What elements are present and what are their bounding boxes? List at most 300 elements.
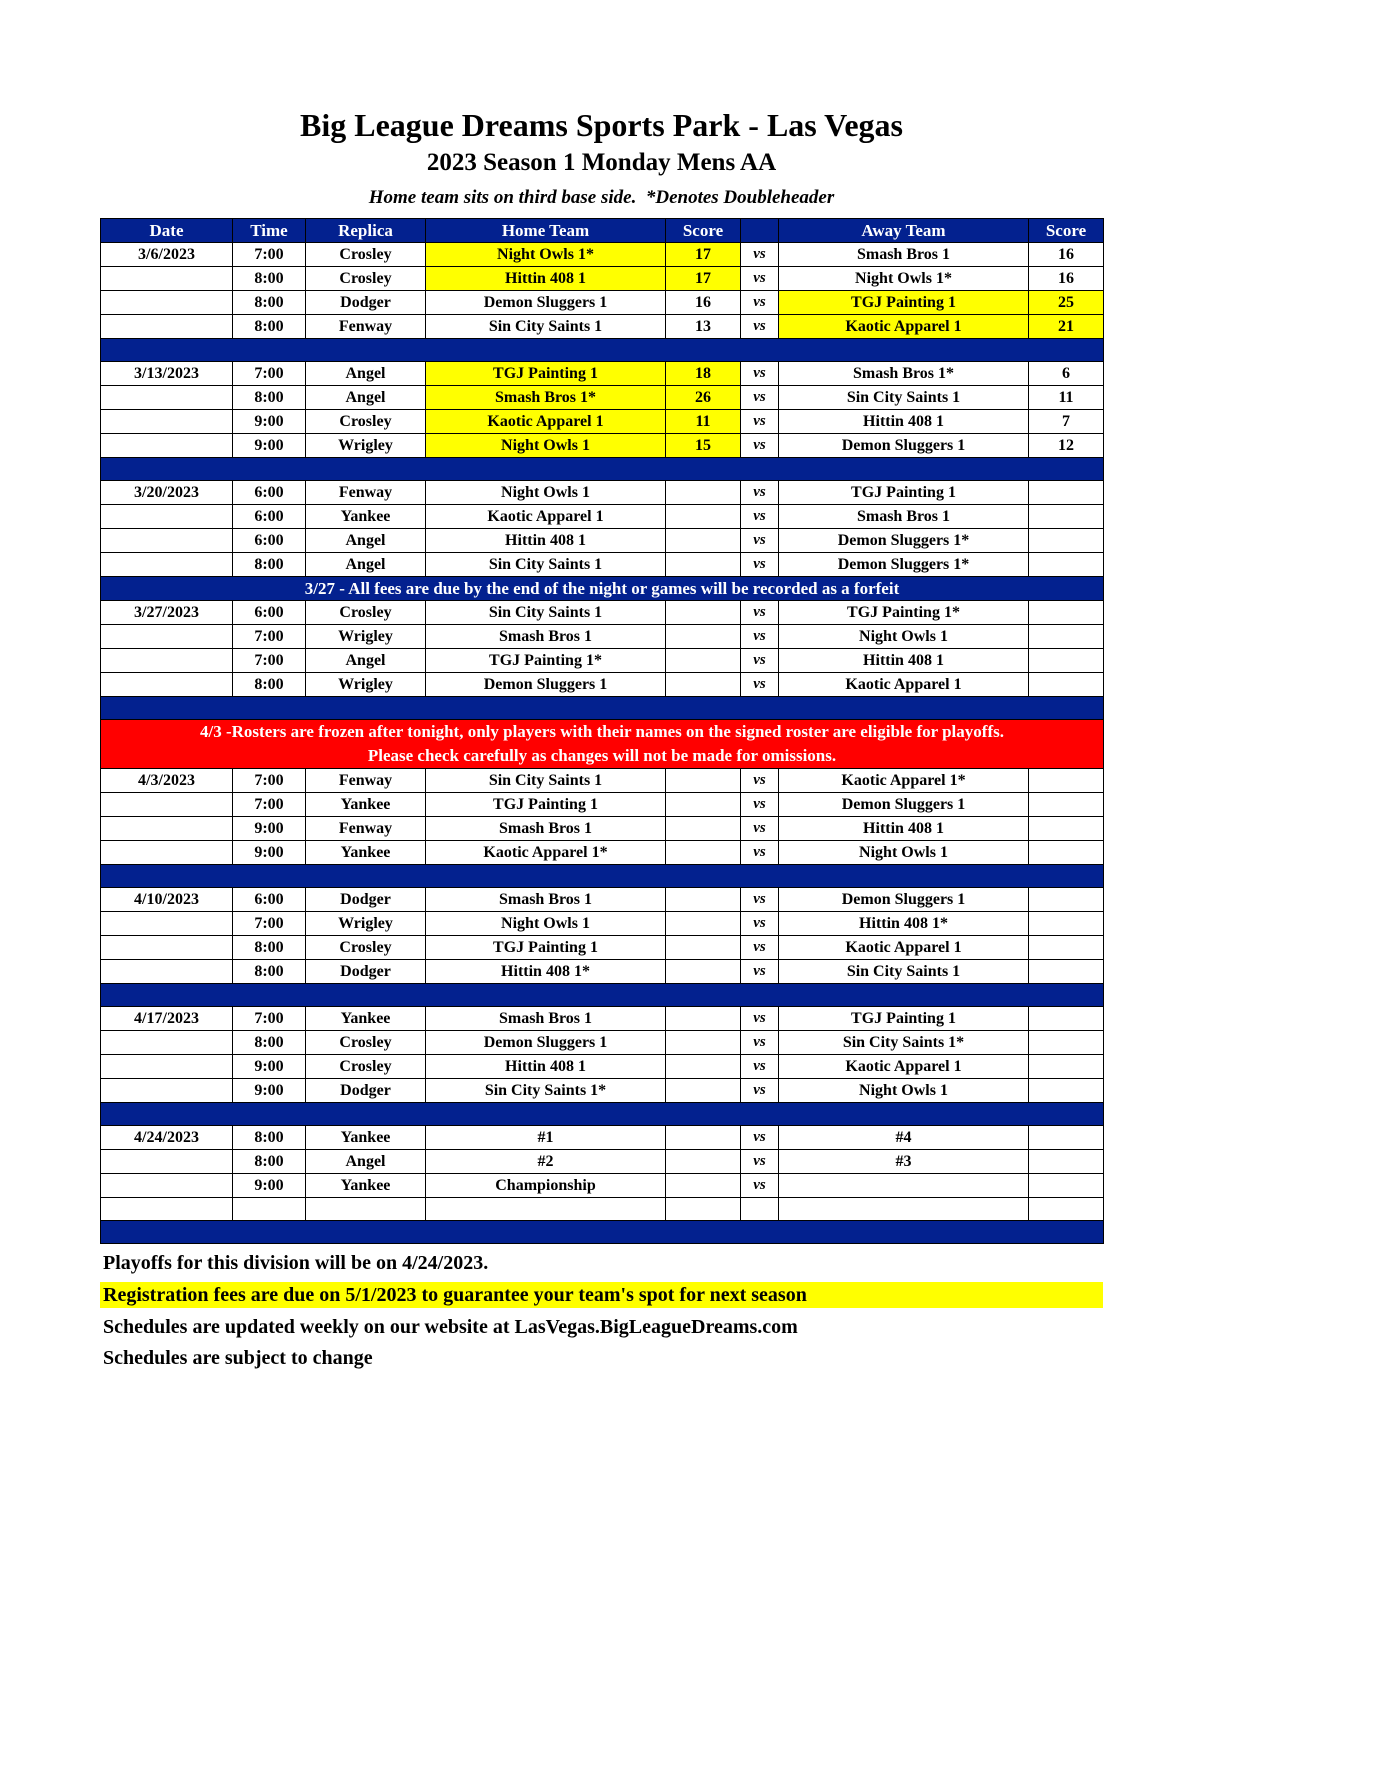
cell-date: 4/24/2023 (101, 1126, 233, 1150)
cell-time: 8:00 (233, 1031, 306, 1055)
game-row (101, 267, 1104, 291)
cell-away-team (779, 1198, 1029, 1221)
table-header-row (101, 219, 1104, 243)
cell-time: 7:00 (233, 769, 306, 793)
cell-vs: vs (741, 817, 779, 841)
cell-away-team: Night Owls 1 (779, 841, 1029, 865)
game-row (101, 841, 1104, 865)
roster-freeze-banner (101, 720, 1104, 769)
cell-vs: vs (741, 1007, 779, 1031)
cell-time: 8:00 (233, 386, 306, 410)
cell-home-team: Demon Sluggers 1 (426, 291, 666, 315)
cell-home-score (666, 888, 741, 912)
cell-away-score: 16 (1029, 243, 1104, 267)
cell-date (101, 1150, 233, 1174)
separator-bar (101, 697, 1104, 720)
cell-time: 7:00 (233, 1007, 306, 1031)
cell-time: 8:00 (233, 291, 306, 315)
cell-time: 7:00 (233, 625, 306, 649)
col-header-away-score: Score (1029, 219, 1104, 243)
game-row (101, 673, 1104, 697)
cell-home-score (666, 1198, 741, 1221)
game-row (101, 386, 1104, 410)
cell-home-score (666, 1055, 741, 1079)
cell-date (101, 553, 233, 577)
cell-home-score (666, 793, 741, 817)
cell-date (101, 434, 233, 458)
cell-away-team: Demon Sluggers 1 (779, 793, 1029, 817)
cell-home-team: TGJ Painting 1 (426, 936, 666, 960)
cell-replica: Fenway (306, 817, 426, 841)
cell-vs: vs (741, 267, 779, 291)
blank-row (101, 1198, 1104, 1221)
cell-date (101, 936, 233, 960)
cell-away-score (1029, 1079, 1104, 1103)
cell-date (101, 1174, 233, 1198)
cell-away-team: Kaotic Apparel 1 (779, 936, 1029, 960)
cell-vs: vs (741, 1150, 779, 1174)
cell-home-team (426, 1198, 666, 1221)
cell-away-team: Demon Sluggers 1 (779, 888, 1029, 912)
game-row (101, 362, 1104, 386)
cell-vs: vs (741, 625, 779, 649)
cell-home-team: #2 (426, 1150, 666, 1174)
cell-home-score (666, 1079, 741, 1103)
cell-away-team: Night Owls 1* (779, 267, 1029, 291)
cell-vs: vs (741, 793, 779, 817)
separator-bar (101, 458, 1104, 481)
cell-date: 3/20/2023 (101, 481, 233, 505)
cell-away-score (1029, 841, 1104, 865)
cell-away-team: Sin City Saints 1 (779, 960, 1029, 984)
cell-away-score (1029, 481, 1104, 505)
game-row (101, 1174, 1104, 1198)
cell-home-team: Hittin 408 1 (426, 267, 666, 291)
game-row (101, 1055, 1104, 1079)
cell-away-score (1029, 601, 1104, 625)
cell-away-score (1029, 817, 1104, 841)
roster-banner-line: 4/3 -Rosters are frozen after tonight, only players with their names on the signed roster are eligible for playoffs. (200, 722, 1004, 741)
separator-row (101, 1221, 1104, 1244)
separator-bar (101, 984, 1104, 1007)
cell-vs: vs (741, 1031, 779, 1055)
cell-away-score (1029, 529, 1104, 553)
cell-vs: vs (741, 1126, 779, 1150)
cell-date (101, 1079, 233, 1103)
cell-away-score (1029, 936, 1104, 960)
col-header-replica: Replica (306, 219, 426, 243)
cell-replica: Angel (306, 386, 426, 410)
game-row (101, 1079, 1104, 1103)
cell-home-team: Championship (426, 1174, 666, 1198)
cell-time: 7:00 (233, 649, 306, 673)
separator-row (101, 697, 1104, 720)
cell-home-team: Sin City Saints 1 (426, 769, 666, 793)
cell-date: 3/27/2023 (101, 601, 233, 625)
cell-date (101, 649, 233, 673)
cell-date (101, 841, 233, 865)
cell-vs: vs (741, 481, 779, 505)
separator-bar (101, 1103, 1104, 1126)
game-row (101, 936, 1104, 960)
cell-away-score: 16 (1029, 267, 1104, 291)
cell-away-team: Kaotic Apparel 1* (779, 769, 1029, 793)
cell-vs: vs (741, 841, 779, 865)
cell-date (101, 386, 233, 410)
cell-home-score (666, 1031, 741, 1055)
cell-home-score (666, 769, 741, 793)
cell-replica: Yankee (306, 505, 426, 529)
cell-replica: Dodger (306, 291, 426, 315)
cell-vs: vs (741, 673, 779, 697)
cell-away-score (1029, 1174, 1104, 1198)
cell-replica: Angel (306, 649, 426, 673)
cell-away-score (1029, 505, 1104, 529)
cell-home-team: Sin City Saints 1* (426, 1079, 666, 1103)
cell-home-team: #1 (426, 1126, 666, 1150)
game-row (101, 1031, 1104, 1055)
cell-time: 6:00 (233, 601, 306, 625)
cell-replica: Wrigley (306, 625, 426, 649)
cell-replica: Fenway (306, 769, 426, 793)
cell-vs (741, 1198, 779, 1221)
page-title: Big League Dreams Sports Park - Las Vegas (300, 107, 903, 143)
cell-away-team: Smash Bros 1 (779, 243, 1029, 267)
cell-away-score (1029, 793, 1104, 817)
cell-away-score (1029, 1126, 1104, 1150)
schedule-table-body (101, 243, 1104, 1244)
cell-vs: vs (741, 1055, 779, 1079)
cell-home-score (666, 1174, 741, 1198)
roster-banner-line: Please check carefully as changes will not be made for omissions. (367, 746, 837, 765)
game-row (101, 291, 1104, 315)
cell-away-team: Sin City Saints 1* (779, 1031, 1029, 1055)
cell-home-score: 17 (666, 267, 741, 291)
cell-time: 8:00 (233, 315, 306, 339)
cell-away-team: Hittin 408 1 (779, 817, 1029, 841)
cell-home-score (666, 673, 741, 697)
game-row (101, 1150, 1104, 1174)
cell-time: 6:00 (233, 505, 306, 529)
cell-time: 8:00 (233, 1150, 306, 1174)
game-row (101, 601, 1104, 625)
cell-replica: Crosley (306, 243, 426, 267)
cell-away-team: TGJ Painting 1 (779, 1007, 1029, 1031)
cell-date (101, 625, 233, 649)
cell-time: 6:00 (233, 529, 306, 553)
game-row (101, 243, 1104, 267)
game-row (101, 315, 1104, 339)
cell-vs: vs (741, 960, 779, 984)
cell-home-score (666, 1150, 741, 1174)
cell-replica: Crosley (306, 1031, 426, 1055)
cell-time: 8:00 (233, 267, 306, 291)
cell-away-score (1029, 625, 1104, 649)
cell-home-score: 13 (666, 315, 741, 339)
game-row (101, 888, 1104, 912)
cell-home-team: Night Owls 1 (426, 912, 666, 936)
cell-vs: vs (741, 410, 779, 434)
cell-home-score: 16 (666, 291, 741, 315)
cell-date (101, 673, 233, 697)
cell-home-team: Night Owls 1 (426, 434, 666, 458)
cell-away-score (1029, 960, 1104, 984)
separator-bar (101, 339, 1104, 362)
cell-time: 9:00 (233, 410, 306, 434)
separator-row (101, 339, 1104, 362)
cell-home-team: Sin City Saints 1 (426, 553, 666, 577)
cell-away-score (1029, 1055, 1104, 1079)
cell-date (101, 817, 233, 841)
cell-replica: Fenway (306, 315, 426, 339)
cell-vs: vs (741, 291, 779, 315)
cell-away-team: TGJ Painting 1* (779, 601, 1029, 625)
cell-home-team: Hittin 408 1 (426, 1055, 666, 1079)
game-row (101, 434, 1104, 458)
cell-home-team: Smash Bros 1 (426, 888, 666, 912)
cell-replica: Yankee (306, 1174, 426, 1198)
cell-home-score (666, 601, 741, 625)
cell-home-score (666, 936, 741, 960)
cell-home-score (666, 529, 741, 553)
cell-home-score (666, 912, 741, 936)
separator-row (101, 984, 1104, 1007)
cell-replica: Angel (306, 1150, 426, 1174)
cell-time: 9:00 (233, 1055, 306, 1079)
cell-date (101, 267, 233, 291)
cell-date: 4/10/2023 (101, 888, 233, 912)
registration-note: Registration fees are due on 5/1/2023 to guarantee your team's spot for next season (100, 1282, 1103, 1308)
col-header-away-team: Away Team (779, 219, 1029, 243)
cell-away-team: TGJ Painting 1 (779, 481, 1029, 505)
cell-home-team: Hittin 408 1 (426, 529, 666, 553)
cell-vs: vs (741, 1174, 779, 1198)
game-row (101, 410, 1104, 434)
cell-time: 6:00 (233, 888, 306, 912)
cell-date (101, 529, 233, 553)
cell-vs: vs (741, 434, 779, 458)
cell-time: 8:00 (233, 553, 306, 577)
cell-time: 8:00 (233, 1126, 306, 1150)
cell-away-score (1029, 888, 1104, 912)
cell-replica: Crosley (306, 601, 426, 625)
cell-replica: Fenway (306, 481, 426, 505)
cell-date (101, 315, 233, 339)
game-row (101, 912, 1104, 936)
cell-date: 3/13/2023 (101, 362, 233, 386)
cell-home-score (666, 841, 741, 865)
cell-away-score: 6 (1029, 362, 1104, 386)
cell-home-score (666, 1007, 741, 1031)
fees-banner-row (101, 577, 1104, 601)
cell-time: 9:00 (233, 841, 306, 865)
game-row (101, 505, 1104, 529)
cell-time: 7:00 (233, 912, 306, 936)
cell-away-team: Smash Bros 1 (779, 505, 1029, 529)
cell-time: 8:00 (233, 673, 306, 697)
cell-away-team: Demon Sluggers 1* (779, 553, 1029, 577)
cell-home-team: Kaotic Apparel 1 (426, 410, 666, 434)
separator-bar (101, 865, 1104, 888)
cell-date (101, 793, 233, 817)
cell-time: 9:00 (233, 1174, 306, 1198)
cell-vs: vs (741, 505, 779, 529)
cell-date (101, 1031, 233, 1055)
game-row (101, 625, 1104, 649)
game-row (101, 529, 1104, 553)
cell-replica: Dodger (306, 888, 426, 912)
cell-home-score (666, 1126, 741, 1150)
game-row (101, 769, 1104, 793)
cell-vs: vs (741, 936, 779, 960)
separator-row (101, 1103, 1104, 1126)
cell-home-score (666, 481, 741, 505)
website-note: Schedules are updated weekly on our website at LasVegas.BigLeagueDreams.com (103, 1316, 798, 1338)
cell-away-team: TGJ Painting 1 (779, 291, 1029, 315)
cell-date (101, 1198, 233, 1221)
schedule-page (100, 0, 1103, 1370)
cell-away-team: #3 (779, 1150, 1029, 1174)
cell-home-team: Kaotic Apparel 1 (426, 505, 666, 529)
cell-vs: vs (741, 386, 779, 410)
cell-vs: vs (741, 243, 779, 267)
fees-banner: 3/27 - All fees are due by the end of the night or games will be recorded as a forfeit (101, 577, 1104, 601)
cell-date (101, 410, 233, 434)
cell-date: 4/3/2023 (101, 769, 233, 793)
cell-away-score (1029, 1150, 1104, 1174)
cell-date (101, 505, 233, 529)
cell-home-team: Smash Bros 1 (426, 1007, 666, 1031)
cell-away-team: Kaotic Apparel 1 (779, 315, 1029, 339)
cell-home-team: TGJ Painting 1 (426, 362, 666, 386)
cell-home-team: Smash Bros 1 (426, 625, 666, 649)
cell-replica: Dodger (306, 960, 426, 984)
cell-home-team: Night Owls 1 (426, 481, 666, 505)
game-row (101, 793, 1104, 817)
playoffs-note: Playoffs for this division will be on 4/24/2023. (103, 1252, 489, 1274)
cell-home-score (666, 625, 741, 649)
cell-vs: vs (741, 553, 779, 577)
cell-vs: vs (741, 649, 779, 673)
cell-vs: vs (741, 888, 779, 912)
col-header-home-score: Score (666, 219, 741, 243)
cell-away-score (1029, 553, 1104, 577)
cell-away-score (1029, 649, 1104, 673)
cell-vs: vs (741, 315, 779, 339)
cell-vs: vs (741, 601, 779, 625)
cell-home-team: Kaotic Apparel 1* (426, 841, 666, 865)
cell-away-team: Night Owls 1 (779, 625, 1029, 649)
cell-vs: vs (741, 529, 779, 553)
cell-away-score (1029, 1198, 1104, 1221)
cell-away-team: Smash Bros 1* (779, 362, 1029, 386)
cell-home-team: Night Owls 1* (426, 243, 666, 267)
cell-replica: Angel (306, 529, 426, 553)
cell-home-team: Demon Sluggers 1 (426, 1031, 666, 1055)
cell-replica (306, 1198, 426, 1221)
cell-replica: Angel (306, 553, 426, 577)
cell-home-team: TGJ Painting 1* (426, 649, 666, 673)
cell-home-score: 26 (666, 386, 741, 410)
roster-banner-row (101, 720, 1104, 769)
cell-home-team: TGJ Painting 1 (426, 793, 666, 817)
cell-away-team: #4 (779, 1126, 1029, 1150)
cell-home-team: Demon Sluggers 1 (426, 673, 666, 697)
cell-away-team: Hittin 408 1* (779, 912, 1029, 936)
cell-away-score: 7 (1029, 410, 1104, 434)
cell-replica: Wrigley (306, 912, 426, 936)
cell-date (101, 960, 233, 984)
cell-replica: Crosley (306, 936, 426, 960)
cell-vs: vs (741, 912, 779, 936)
cell-home-score (666, 505, 741, 529)
separator-row (101, 458, 1104, 481)
cell-away-score: 12 (1029, 434, 1104, 458)
cell-away-team: Hittin 408 1 (779, 410, 1029, 434)
cell-time: 7:00 (233, 243, 306, 267)
cell-away-team: Kaotic Apparel 1 (779, 1055, 1029, 1079)
cell-date (101, 912, 233, 936)
page-subtitle: 2023 Season 1 Monday Mens AA (426, 149, 777, 176)
col-header-vs (741, 219, 779, 243)
cell-replica: Yankee (306, 793, 426, 817)
cell-time: 8:00 (233, 960, 306, 984)
subject-to-change-note: Schedules are subject to change (103, 1347, 373, 1369)
cell-away-score (1029, 769, 1104, 793)
cell-replica: Yankee (306, 1007, 426, 1031)
schedule-table (100, 218, 1104, 1244)
cell-time: 7:00 (233, 793, 306, 817)
cell-home-team: Sin City Saints 1 (426, 601, 666, 625)
game-row (101, 817, 1104, 841)
cell-away-score (1029, 673, 1104, 697)
cell-home-team: Smash Bros 1 (426, 817, 666, 841)
cell-time: 7:00 (233, 362, 306, 386)
cell-time: 8:00 (233, 936, 306, 960)
cell-replica: Wrigley (306, 434, 426, 458)
cell-date: 4/17/2023 (101, 1007, 233, 1031)
cell-time: 9:00 (233, 817, 306, 841)
cell-date (101, 1055, 233, 1079)
cell-home-score: 11 (666, 410, 741, 434)
cell-home-score: 17 (666, 243, 741, 267)
separator-bar (101, 1221, 1104, 1244)
cell-replica: Wrigley (306, 673, 426, 697)
cell-replica: Crosley (306, 267, 426, 291)
cell-replica: Crosley (306, 410, 426, 434)
cell-away-team: Hittin 408 1 (779, 649, 1029, 673)
cell-home-score (666, 960, 741, 984)
cell-date (101, 291, 233, 315)
cell-home-team: Hittin 408 1* (426, 960, 666, 984)
cell-away-team: Night Owls 1 (779, 1079, 1029, 1103)
cell-home-score (666, 553, 741, 577)
cell-replica: Angel (306, 362, 426, 386)
cell-away-team: Demon Sluggers 1 (779, 434, 1029, 458)
cell-away-score: 21 (1029, 315, 1104, 339)
home-team-note: Home team sits on third base side. *Denotes Doubleheader (368, 187, 835, 208)
cell-home-team: Smash Bros 1* (426, 386, 666, 410)
cell-home-score: 15 (666, 434, 741, 458)
game-row (101, 481, 1104, 505)
game-row (101, 1007, 1104, 1031)
cell-time: 9:00 (233, 1079, 306, 1103)
cell-replica: Crosley (306, 1055, 426, 1079)
cell-vs: vs (741, 1079, 779, 1103)
cell-away-team (779, 1174, 1029, 1198)
cell-vs: vs (741, 362, 779, 386)
cell-away-score: 11 (1029, 386, 1104, 410)
